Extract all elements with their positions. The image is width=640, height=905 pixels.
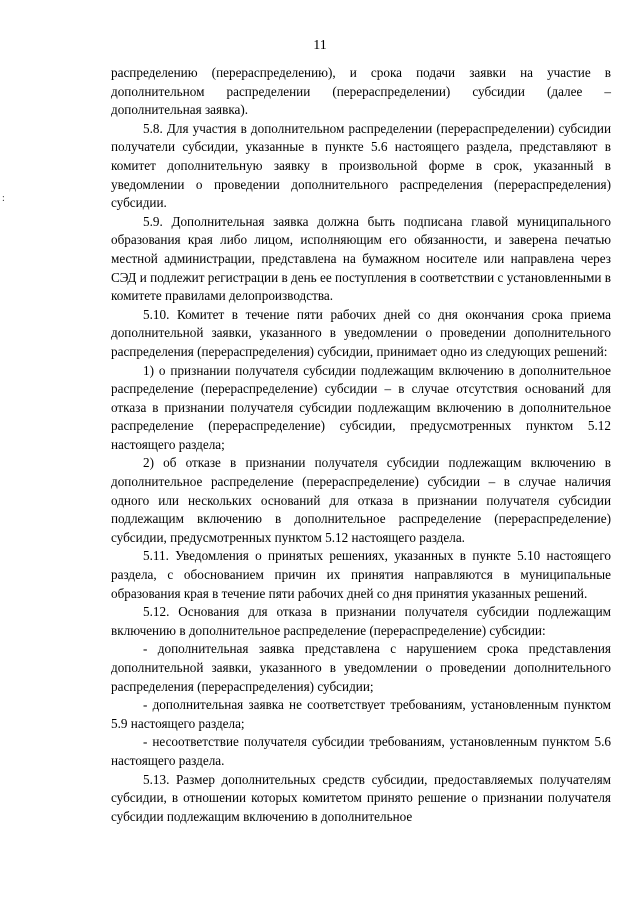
page-number: 11 (313, 38, 327, 53)
margin-mark: : (2, 193, 5, 204)
paragraph-5-8: 5.8. Для участия в дополнительном распределении (перераспределении) субсидии получатели субсидии, указанные в пункте 5.6 настоящего раздела, представляют в комитет дополнительную заявку в произвольной форме в срок, указанный в уведомлении о проведении дополнительного распределения (перераспределения) субсидии. (111, 120, 611, 211)
paragraph-5-13: 5.13. Размер дополнительных средств субсидии, предоставляемых получателям субсидии, в отношении которых комитетом принято решение о признании получателя субсидии подлежащим включению в дополнительное (111, 771, 611, 824)
paragraph-continuation: распределению (перераспределению), и срока подачи заявки на участие в дополнительном распределении (перераспределении) субсидии (далее – дополнительная заявка). (111, 65, 611, 118)
paragraph-5-12-bullet-3: - несоответствие получателя субсидии требованиям, установленным пунктом 5.6 настоящего раздела. (111, 734, 611, 768)
paragraph-5-12-bullet-1: - дополнительная заявка представлена с нарушением срока представления дополнительной заявки, указанного в уведомлении о проведении дополнительного распределения (перераспределения) субсидии; (111, 641, 611, 694)
document-body (111, 64, 611, 826)
paragraph-5-11: 5.11. Уведомления о принятых решениях, указанных в пункте 5.10 настоящего раздела, с обоснованием причин их принятия направляются в муниципальные образования края в течение пяти рабочих дней со дня принятия указанных решений. (111, 548, 611, 601)
paragraph-5-10-item-1: 1) о признании получателя субсидии подлежащим включению в дополнительное распределение (перераспределение) субсидии – в случае отсутствия оснований для отказа в признании получателя субсидии подлежащим включению в дополнительное распределение (перераспределение) субсидии, предусмотренных пунктом 5.12 настоящего раздела; (111, 362, 611, 452)
paragraph-5-10: 5.10. Комитет в течение пяти рабочих дней со дня окончания срока приема дополнительной заявки, указанного в уведомлении о проведении дополнительного распределения (перераспределения) субсидии, принимает одно из следующих решений: (111, 306, 611, 359)
paragraph-5-12: 5.12. Основания для отказа в признании получателя субсидии подлежащим включению в дополнительное распределение (перераспределение) субсидии: (111, 604, 611, 638)
paragraph-5-9: 5.9. Дополнительная заявка должна быть подписана главой муниципального образования края либо лицом, исполняющим его обязанности, и заверена печатью местной администрации, представлена на бумажном носителе или направлена через СЭД и подлежит регистрации в день ее поступления в соответствии с установленными в комитете правилами делопроизводства. (111, 213, 611, 304)
paragraph-5-12-bullet-2: - дополнительная заявка не соответствует требованиям, установленным пунктом 5.9 настоящего раздела; (111, 697, 611, 731)
paragraph-5-10-item-2: 2) об отказе в признании получателя субсидии подлежащим включению в дополнительное распределение (перераспределение) субсидии – в случае наличия одного или нескольких оснований для отказа в признании получателя субсидии подлежащим включению в дополнительное распределение (перераспределение) субсидии, предусмотренных пунктом 5.12 настоящего раздела. (111, 455, 611, 545)
